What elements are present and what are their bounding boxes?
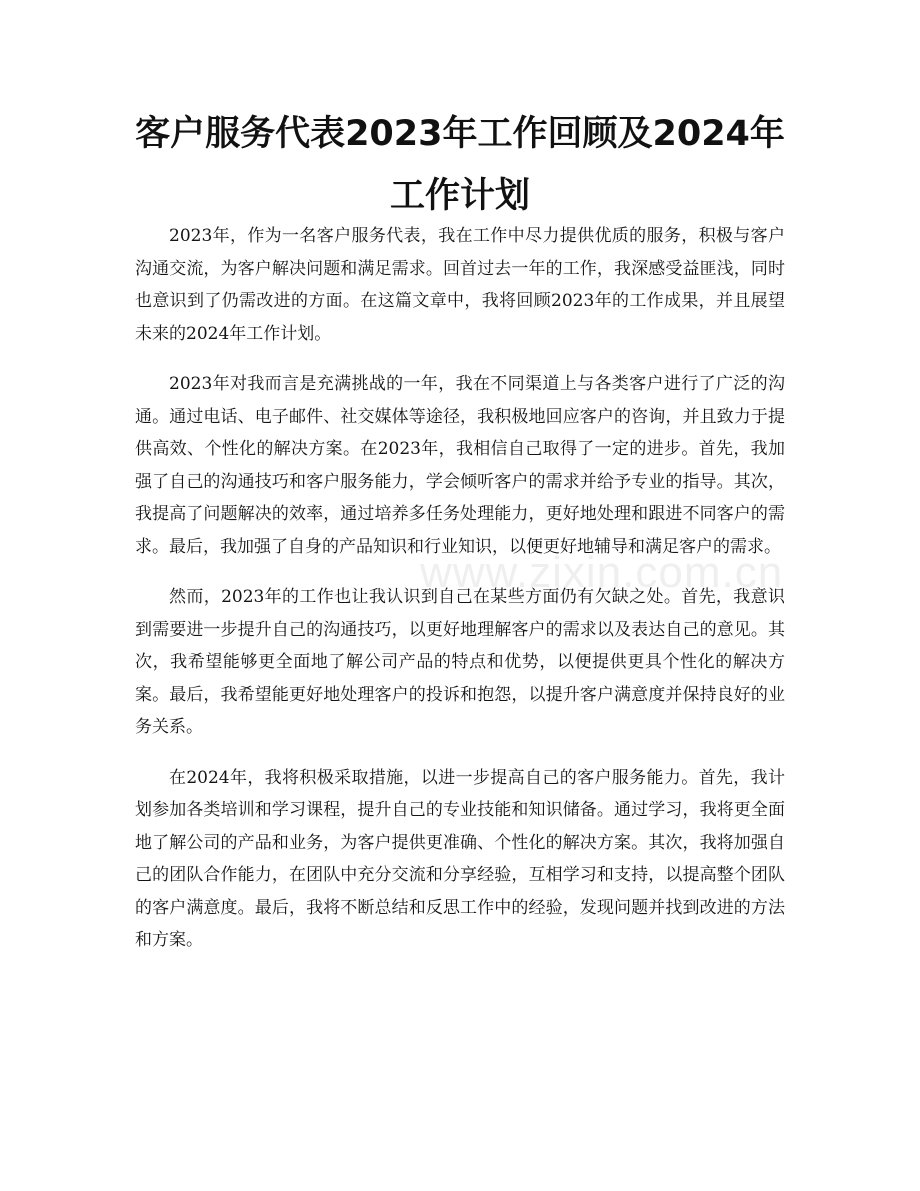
document-body bbox=[135, 220, 785, 975]
paragraph-4: 在2024年，我将积极采取措施，以进一步提高自己的客户服务能力。首先，我计划参加各类培训和学习课程，提升自己的专业技能和知识储备。通过学习，我将更全面地了解公司的产品和业务，为客户提供更准确、个性化的解决方案。其次，我将加强自己的团队合作能力，在团队中充分交流和分享经验，互相学习和支持，以提高整个团队的客户满意度。最后，我将不断总结和反思工作中的经验，发现问题并找到改进的方法和方案。 bbox=[135, 767, 785, 950]
paragraph-3: 然而，2023年的工作也让我认识到自己在某些方面仍有欠缺之处。首先，我意识到需要进一步提升自己的沟通技巧，以更好地理解客户的需求以及表达自己的意见。其次，我希望能够更全面地了解公司产品的特点和优势，以便提供更具个性化的解决方案。最后，我希望能更好地处理客户的投诉和抱怨，以提升客户满意度并保持良好的业务关系。 bbox=[135, 587, 785, 737]
paragraph-1: 2023年，作为一名客户服务代表，我在工作中尽力提供优质的服务，积极与客户沟通交流，为客户解决问题和满足需求。回首过去一年的工作，我深感受益匪浅，同时也意识到了仍需改进的方面。在这篇文章中，我将回顾2023年的工作成果，并且展望未来的2024年工作计划。 bbox=[135, 226, 785, 344]
document-title: 客户服务代表2023年工作回顾及2024年工作计划 bbox=[135, 114, 785, 216]
paragraph-2: 2023年对我而言是充满挑战的一年，我在不同渠道上与各类客户进行了广泛的沟通。通过电话、电子邮件、社交媒体等途径，我积极地回应客户的咨询，并且致力于提供高效、个性化的解决方案。在2023年，我相信自己取得了一定的进步。首先，我加强了自己的沟通技巧和客户服务能力，学会倾听客户的需求并给予专业的指导。其次，我提高了问题解决的效率，通过培养多任务处理能力，更好地处理和跟进不同客户的需求。最后，我加强了自身的产品知识和行业知识，以便更好地辅导和满足客户的需求。 bbox=[135, 374, 785, 557]
watermark: www.zixin.com.cn bbox=[420, 548, 784, 597]
